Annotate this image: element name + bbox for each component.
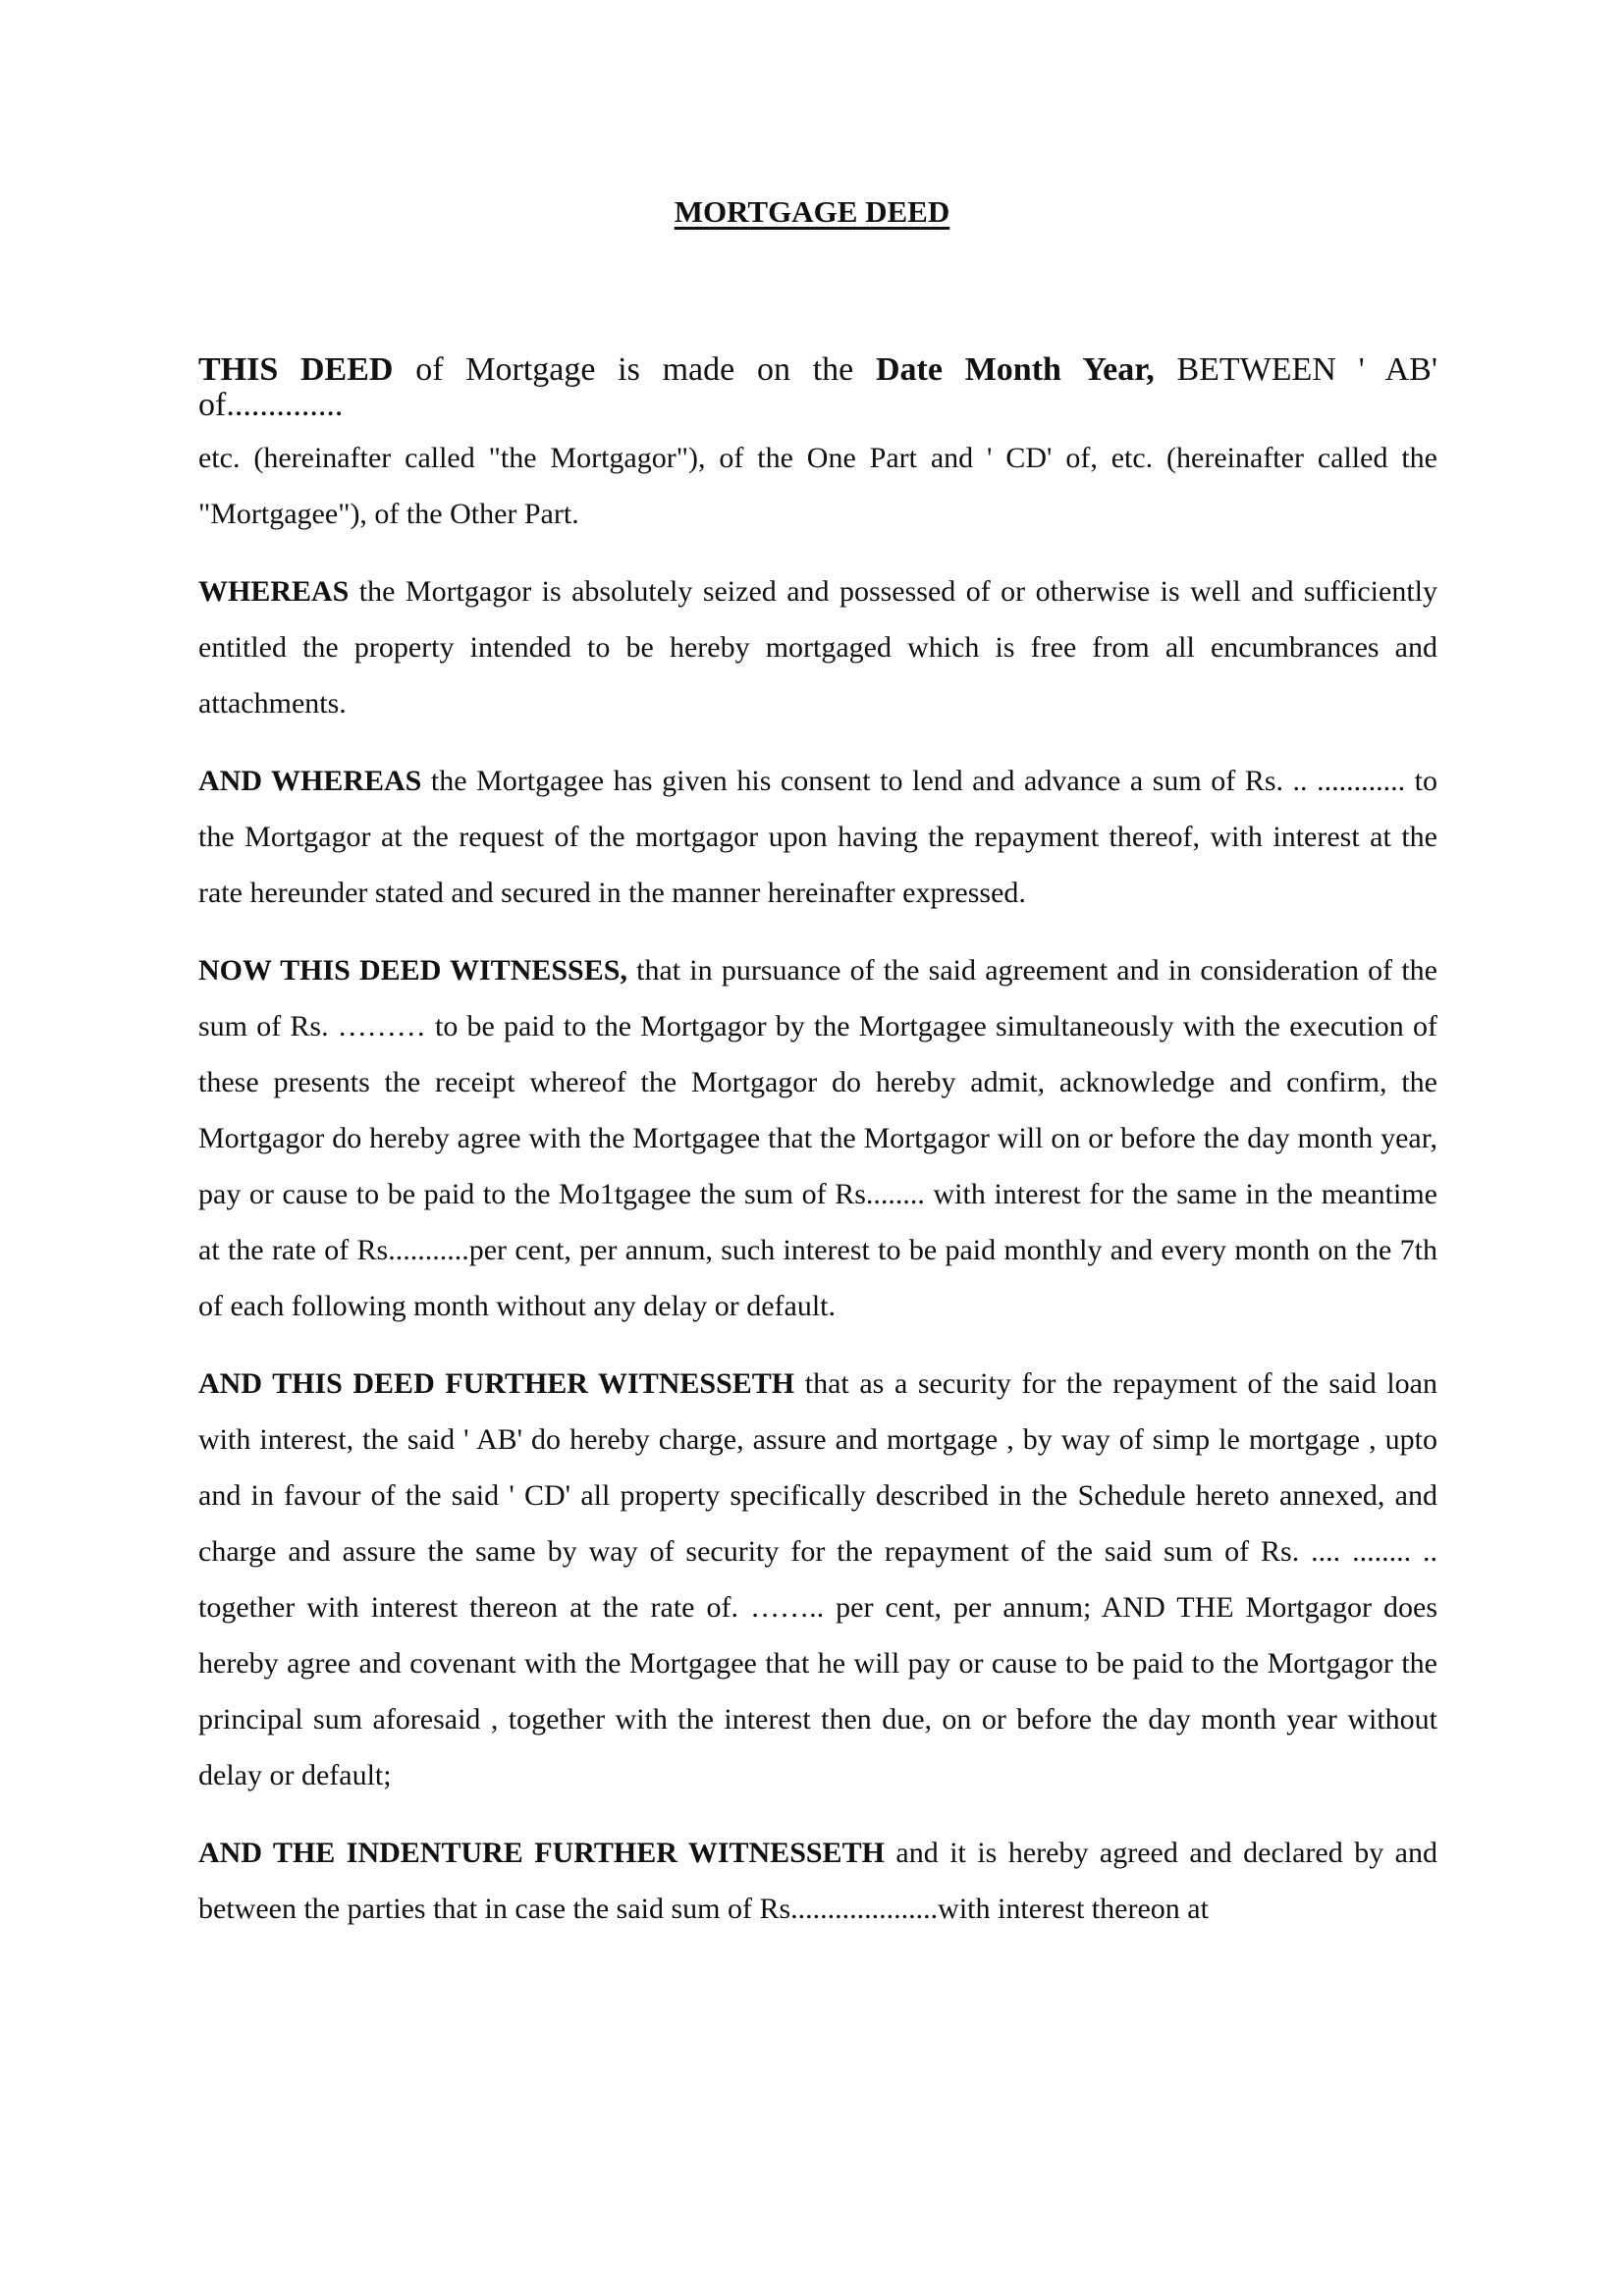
paragraph-further-witnesseth — [198, 1356, 1437, 1803]
paragraph-whereas — [198, 563, 1437, 731]
paragraph-text: and it is hereby agreed and declared by and between the parties that in case the said sum of Rs....................with interest thereon at — [198, 1837, 1437, 1925]
intro-lead: THIS DEED — [198, 351, 394, 388]
document-body — [198, 347, 1437, 1958]
paragraph-heading: AND THIS DEED FURTHER WITNESSETH — [198, 1367, 795, 1400]
intro-between: BETWEEN ' AB' — [1154, 351, 1437, 388]
document-title: MORTGAGE DEED — [674, 194, 950, 229]
paragraph-heading: NOW THIS DEED WITNESSES, — [198, 954, 627, 987]
paragraph-text: that in pursuance of the said agreement and in consideration of the sum of Rs. ……… to be paid to the Mortgagor by the Mortgagee simultaneously with the execution of these presents the receipt whereof the Mortgagor do hereby admit, acknowledge and confirm, the Mortgagor do hereby agree with the Mortgagee that the Mortgagor will on or before the day month year, pay or cause to be paid to the Mo1tgagee the sum of Rs........ with interest for the same in the meantime at the rate of Rs...........per cent, per annum, such interest to be paid monthly and every month on the 7th of each following month without any delay or default. — [198, 954, 1437, 1322]
paragraph-now-this-deed — [198, 942, 1437, 1334]
paragraph-indenture — [198, 1825, 1437, 1937]
paragraph-text: the Mortgagor is absolutely seized and possessed of or otherwise is well and sufficiently entitled the property intended to be hereby mortgaged which is free from all encumbrances and attachments. — [198, 575, 1437, 720]
paragraph-heading: AND THE INDENTURE FURTHER WITNESSETH — [198, 1837, 885, 1869]
paragraph-and-whereas — [198, 753, 1437, 921]
intro-date: Date Month Year, — [875, 351, 1155, 388]
intro-first-line — [198, 347, 1437, 393]
intro-of-line: of.............. — [198, 387, 344, 423]
intro-continuation: etc. (hereinafter called "the Mortgagor"), of the One Part and ' CD' of, etc. (hereinafter called the "Mortgagee"), of the Other Part. — [198, 442, 1437, 530]
paragraph-text: the Mortgagee has given his consent to lend and advance a sum of Rs. .. ............ to the Mortgagor at the request of the mortgagor upon having the repayment thereof, with interest at the rate hereunder stated and secured in the manner hereinafter expressed. — [198, 765, 1437, 909]
paragraph-heading: WHEREAS — [198, 575, 350, 608]
intro-lead-text: of Mortgage is made on the — [393, 351, 876, 388]
paragraph-text: that as a security for the repayment of the said loan with interest, the said ' AB' do hereby charge, assure and mortgage , by way of simp le mortgage , upto and in favour of the said ' CD' all property specifically described in the Schedule hereto annexed, and charge and assure the same by way of security for the repayment of the said sum of Rs. .... ........ .. together with interest thereon at the rate of. …….. per cent, per annum; AND THE Mortgagor does hereby agree and covenant with the Mortgagee that he will pay or cause to be paid to the Mortgagor the principal sum aforesaid , together with the interest then due, on or before the day month year without delay or default; — [198, 1367, 1437, 1791]
paragraph-heading: AND WHEREAS — [198, 765, 422, 797]
